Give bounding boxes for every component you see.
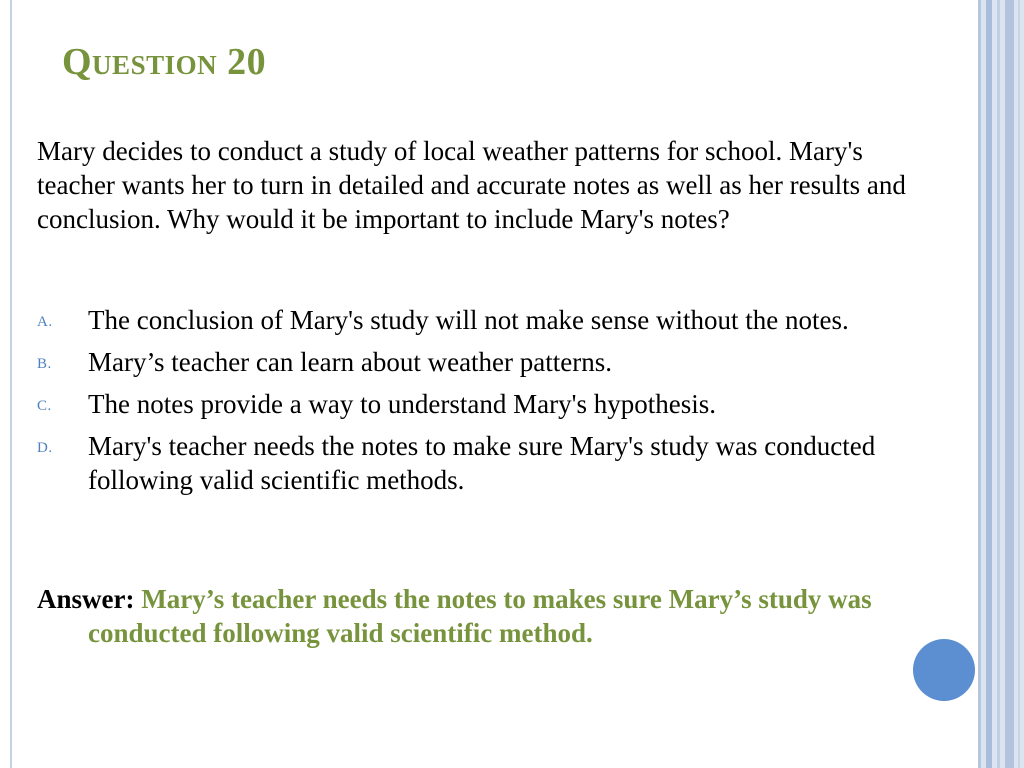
border-stripe bbox=[978, 0, 981, 768]
option-text: The notes provide a way to understand Mary's hypothesis. bbox=[88, 389, 716, 419]
answer-text: Mary’s teacher needs the notes to makes sure Mary’s study was conducted following valid scientific method. bbox=[88, 584, 872, 648]
option-marker: C. bbox=[37, 398, 52, 414]
slide-title: Question 20 bbox=[62, 41, 267, 83]
slide-nav-circle-button[interactable] bbox=[913, 639, 975, 701]
option-marker: A. bbox=[37, 314, 53, 330]
option-a bbox=[37, 303, 957, 337]
border-stripe bbox=[997, 0, 1000, 768]
option-b bbox=[37, 345, 957, 379]
option-text: The conclusion of Mary's study will not make sense without the notes. bbox=[88, 305, 849, 335]
option-text: Mary's teacher needs the notes to make sure Mary's study was conducted following valid scientific methods. bbox=[88, 431, 876, 495]
answer-options-list bbox=[37, 303, 957, 505]
answer-label: Answer: bbox=[37, 584, 135, 614]
option-marker: B. bbox=[37, 356, 52, 372]
option-d bbox=[37, 429, 957, 497]
left-border-line bbox=[10, 0, 12, 768]
option-text: Mary’s teacher can learn about weather patterns. bbox=[88, 347, 612, 377]
answer-block bbox=[37, 582, 968, 650]
option-marker: D. bbox=[37, 440, 53, 456]
border-stripe bbox=[1005, 0, 1014, 768]
border-stripe bbox=[986, 0, 992, 768]
option-c bbox=[37, 387, 957, 421]
border-stripe bbox=[1018, 0, 1020, 768]
question-text: Mary decides to conduct a study of local weather patterns for school. Mary's teacher wants her to turn in detailed and accurate notes as well as her results and conclusion. Why would it be important to include Mary's notes? bbox=[37, 136, 906, 234]
